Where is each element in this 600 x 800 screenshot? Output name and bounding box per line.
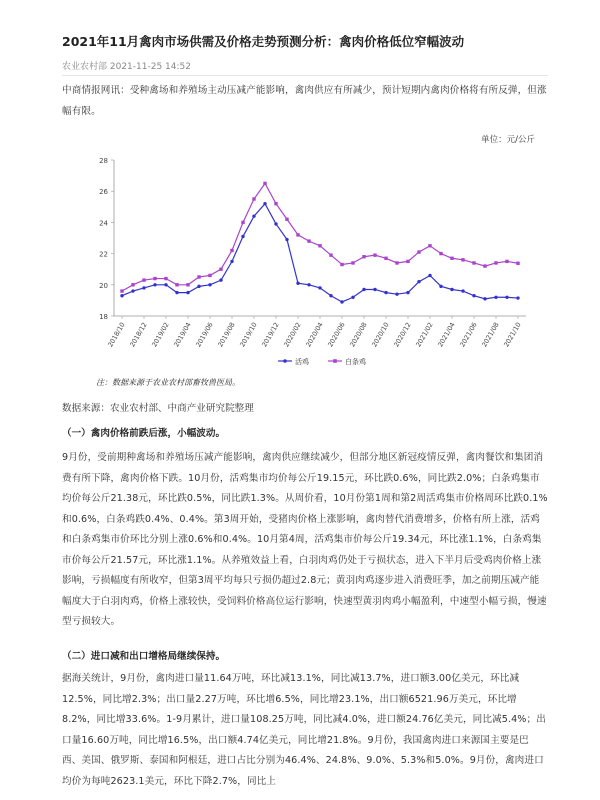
series-point — [494, 261, 497, 264]
x-tick-label: 2021/02 — [414, 321, 435, 349]
series-point — [395, 261, 398, 264]
series-point — [186, 283, 189, 286]
series-point — [329, 253, 332, 256]
y-tick-label: 18 — [99, 313, 108, 321]
x-tick-labels — [106, 316, 522, 348]
series-point — [351, 296, 354, 299]
series-point — [472, 261, 475, 264]
x-tick-label: 2020/02 — [282, 321, 303, 349]
x-tick-label: 2019/02 — [150, 321, 171, 349]
series-point — [197, 285, 200, 288]
series-line-1 — [122, 183, 518, 291]
series-point — [516, 262, 519, 265]
y-tick-label: 22 — [99, 250, 108, 259]
series-point — [384, 257, 387, 260]
y-tick-labels — [99, 157, 114, 321]
x-tick-label: 2019/06 — [194, 321, 215, 349]
series-point — [285, 218, 288, 221]
series-point — [197, 275, 200, 278]
series-point — [142, 278, 145, 281]
series-point — [417, 280, 420, 283]
series-point — [483, 297, 486, 300]
series-point — [296, 282, 299, 285]
series-point — [307, 239, 310, 242]
series-point — [219, 278, 222, 281]
series-point — [153, 283, 156, 286]
section-1-heading: （一）禽肉价格前跌后涨，小幅波动。 — [62, 428, 226, 439]
series-point — [329, 294, 332, 297]
series-point — [120, 294, 123, 297]
series-point — [120, 289, 123, 292]
series-point — [186, 291, 189, 294]
series-point — [439, 285, 442, 288]
series-point — [461, 258, 464, 261]
series-point — [472, 294, 475, 297]
series-point — [318, 286, 321, 289]
x-tick-label: 2019/04 — [172, 321, 193, 349]
title-divider — [62, 75, 548, 76]
series-point — [307, 283, 310, 286]
series-point — [252, 197, 255, 200]
y-tick-label: 26 — [99, 188, 108, 197]
series-point — [274, 222, 277, 225]
series-point — [450, 288, 453, 291]
x-tick-label: 2019/12 — [260, 321, 281, 349]
x-tick-label: 2020/04 — [304, 321, 325, 349]
series-point — [516, 296, 519, 299]
x-tick-label: 2021/04 — [436, 321, 457, 349]
series-point — [483, 264, 486, 267]
x-tick-label: 2019/10 — [238, 321, 259, 349]
series-point — [164, 277, 167, 280]
series-point — [439, 252, 442, 255]
series-point — [208, 274, 211, 277]
price-line-chart — [78, 124, 548, 394]
x-tick-label: 2020/08 — [348, 321, 369, 349]
x-tick-label: 2020/10 — [370, 321, 391, 349]
x-tick-label: 2021/08 — [480, 321, 501, 349]
series-point — [494, 296, 497, 299]
series-point — [131, 289, 134, 292]
series-point — [208, 283, 211, 286]
legend-label: 白条鸡 — [345, 358, 366, 366]
series-point — [230, 249, 233, 252]
series-point — [263, 182, 266, 185]
x-tick-label: 2020/12 — [392, 321, 413, 349]
series-point — [241, 221, 244, 224]
series-point — [373, 288, 376, 291]
series-point — [373, 253, 376, 256]
series-point — [428, 244, 431, 247]
series-point — [219, 268, 222, 271]
chart-figure — [78, 124, 548, 394]
series-point — [505, 260, 508, 263]
series-point — [351, 261, 354, 264]
series-point — [285, 238, 288, 241]
data-source: 数据来源：农业农村部、中商产业研究院整理 — [62, 403, 254, 414]
series-point — [175, 291, 178, 294]
series-point — [296, 233, 299, 236]
x-tick-label: 2020/06 — [326, 321, 347, 349]
series-point — [417, 250, 420, 253]
x-tick-label: 2018/12 — [128, 321, 149, 349]
x-tick-label: 2019/08 — [216, 321, 237, 349]
series-point — [230, 260, 233, 263]
chart-series — [120, 182, 519, 304]
series-point — [461, 289, 464, 292]
series-point — [175, 283, 178, 286]
series-point — [428, 274, 431, 277]
y-tick-label: 24 — [99, 219, 108, 228]
y-tick-label: 28 — [99, 157, 108, 165]
series-point — [505, 296, 508, 299]
intro-paragraph: 中商情报网讯：受种禽场和养殖场主动压减产能影响，禽肉供应有所减少，预计短期内禽肉价格将有所反弹，但涨幅有限。 — [62, 85, 547, 117]
legend-label: 活鸡 — [295, 358, 309, 366]
section-1-body: 9月份，受前期种禽场和养殖场压减产能影响，禽肉供应继续减少，但部分地区新冠疫情反弹，禽肉餐饮和集团消费有所下降，禽肉价格下跌。10月份，活鸡集市均价每公斤19.15元，环比跌0.6%，同比跌2.0%；白条鸡集市均价每公斤21.38元，环比跌0.5%，同比跌1.3%。从周价看，10月份第1周和第2周活鸡集市价格周环比跌0.1%和0.6%，白条鸡跌0.4%、0.4%。第3周开始，受猪肉价格上涨影响，禽肉替代消费增多，价格有所上涨，活鸡和白条鸡集市价环比分别上涨0.6%和0.4%。10月第4周，活鸡集市价每公斤19.34元，环比涨1.1%，白条鸡集市价每公斤21.57元，环比涨1.1%。从养殖效益上看，白羽肉鸡仍处于亏损状态，进入下半月后受鸡肉价格上涨影响，亏损幅度有所收窄，但第3周平均每只亏损仍超过2.8元；黄羽肉鸡逐步进入消费旺季，加之前期压减产能幅度大于白羽肉鸡，价格上涨较快，受饲料价格高位运行影响，快速型黄羽肉鸡小幅盈利，中速型小幅亏损，慢速型亏损较大。 — [62, 452, 548, 627]
x-tick-label: 2018/10 — [106, 321, 127, 349]
series-point — [318, 244, 321, 247]
y-tick-label: 20 — [99, 281, 108, 290]
series-point — [450, 257, 453, 260]
legend-marker — [333, 359, 337, 363]
section-2-body: 据海关统计，9月份，禽肉进口量11.64万吨，环比减13.1%，同比减13.7%，进口额3.00亿美元，环比减12.5%，同比增2.3%；出口量2.27万吨，环比增6.5%，同比增23.1%，出口额6521.96万美元，环比增8.2%，同比增33.6%。1-9月累计，进口量108.25万吨，同比减4.0%，进口额24.76亿美元，同比减5.4%；出口量16.60万吨，同比增16.5%，出口额4.74亿美元，同比增21.8%。9月份，我国禽肉进口来源国主要是巴西、美国、俄罗斯、泰国和阿根廷，进口占比分别为46.4%、24.8%、9.0%、5.3%和5.0%。9月份，禽肉进口均价为每吨2623.1美元，环比下降2.7%，同比上 — [62, 673, 546, 787]
legend-marker — [283, 359, 287, 363]
series-point — [362, 255, 365, 258]
chart-note: 注：数据来源于农业农村部畜牧兽医局。 — [96, 378, 240, 387]
series-point — [142, 286, 145, 289]
article-title: 2021年11月禽肉市场供需及价格走势预测分析：禽肉价格低位窄幅波动 — [62, 34, 465, 49]
series-point — [241, 235, 244, 238]
series-point — [153, 277, 156, 280]
x-tick-label: 2021/10 — [502, 321, 523, 349]
series-point — [164, 283, 167, 286]
series-point — [406, 291, 409, 294]
series-point — [406, 260, 409, 263]
section-2-heading: （二）进口减和出口增格局继续保持。 — [62, 651, 226, 662]
series-point — [340, 263, 343, 266]
series-point — [263, 202, 266, 205]
series-point — [131, 283, 134, 286]
article-meta: 农业农村部 2021-11-25 14:52 — [62, 62, 191, 72]
chart-unit-label: 单位：元/公斤 — [481, 135, 535, 145]
series-point — [340, 300, 343, 303]
series-point — [252, 214, 255, 217]
series-point — [384, 291, 387, 294]
series-point — [274, 202, 277, 205]
series-point — [395, 292, 398, 295]
chart-legend — [278, 357, 366, 366]
series-point — [362, 288, 365, 291]
x-tick-label: 2021/06 — [458, 321, 479, 349]
